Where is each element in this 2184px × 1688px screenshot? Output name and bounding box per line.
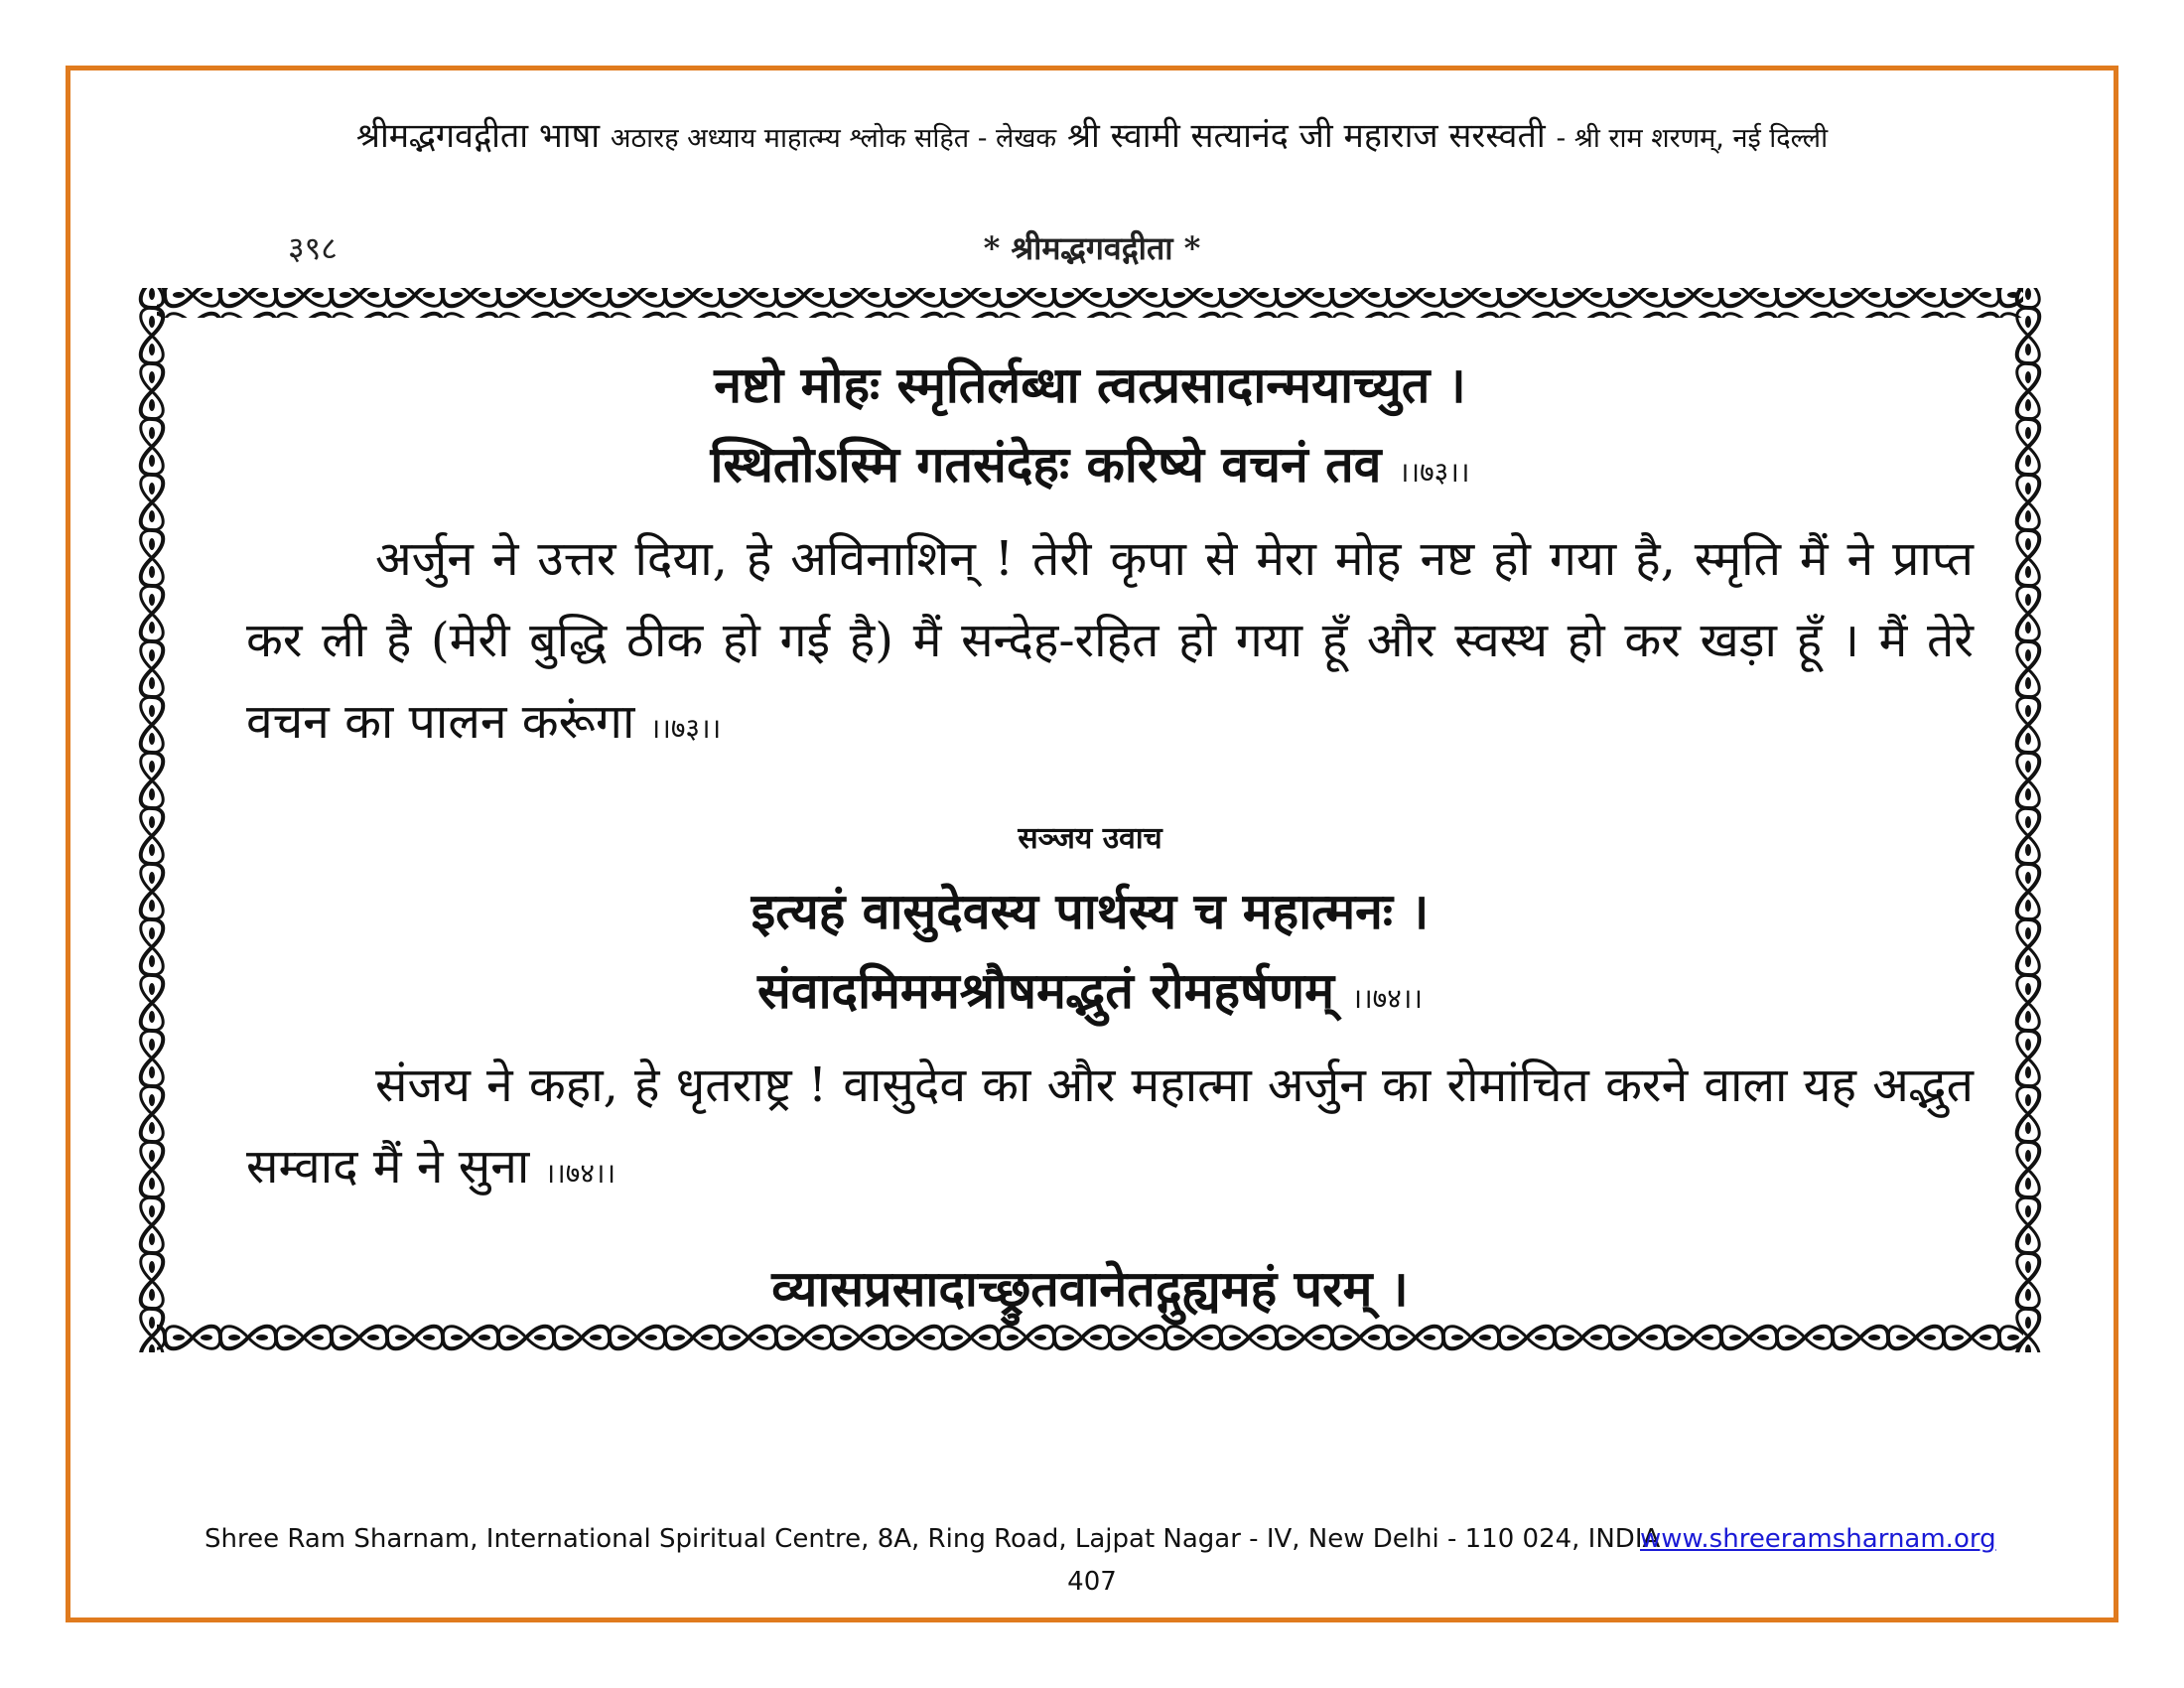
scan-content (137, 280, 2043, 1372)
sloka-75-line1: व्यासप्रसादाच्छ्रुतवानेतद्गुह्यमहं परम् । (771, 1259, 1409, 1318)
meaning-74: संजय ने कहा, हे धृतराष्ट्र ! वासुदेव का और महात्मा अर्जुन का रोमांचित करने वाला यह अद्भुत सम्वाद मैं ने सुना ।।७४।। (246, 1057, 1974, 1195)
sloka-73-line2: स्थितोऽस्मि गतसंदेहः करिष्ये वचनं तव ।।७३।। (710, 435, 1470, 493)
sloka-73-line1: नष्टो मोहः स्मृतिर्लब्धा त्वत्प्रसादान्मयाच्युत । (714, 355, 1466, 414)
scan-page-number: ३९८ (288, 229, 338, 267)
header-title-part1: श्रीमद्भगवद्गीता भाषा (355, 116, 601, 156)
meaning-73: अर्जुन ने उत्तर दिया, हे अविनाशिन् ! तेरी कृपा से मेरा मोह नष्ट हो गया है, स्मृति मैं ने प्राप्त कर ली है (मेरी बुद्धि ठीक हो गई है) मैं सन्देह-रहित हो गया हूँ और स्वस्थ हो कर खड़ा हूँ । मैं तेरे वचन का पालन करूंगा ।।७३।। (246, 531, 1974, 750)
scanned-page (137, 280, 2043, 1372)
scan-running-title: * श्रीमद्भगवद्गीता * (983, 229, 1201, 267)
meaning-74-number: ।।७४।। (544, 1157, 616, 1190)
header-author: श्री स्वामी सत्यानंद जी महाराज सरस्वती (1066, 116, 1546, 156)
header-publisher: - श्री राम शरणम्, नई दिल्ली (1556, 123, 1829, 154)
sloka-74-line1: इत्यहं वासुदेवस्य पार्थस्य च महात्मनः । (751, 882, 1430, 940)
footer-page-number: 407 (1067, 1567, 1117, 1597)
header-title-part2: अठारह अध्याय माहात्म्य श्लोक सहित - लेखक (610, 123, 1057, 154)
sloka-73-number: ।।७३।। (1398, 456, 1470, 489)
website-link[interactable]: www.shreeramsharnam.org (1640, 1524, 1996, 1554)
sloka-74-number: ।।७४।। (1351, 982, 1424, 1015)
footer-address: Shree Ram Sharnam, International Spiritual Centre, 8A, Ring Road, Lajpat Nagar - IV, New Delhi - 110 024, INDIA (205, 1524, 1661, 1554)
speaker-heading: सञ्जय उवाच (1018, 821, 1162, 856)
meaning-73-number: ।।७३।। (649, 712, 722, 745)
document-header (0, 111, 2184, 157)
sloka-74-line2: संवादमिममश्रौषमद्भुतं रोमहर्षणम् ।।७४।। (756, 961, 1424, 1020)
